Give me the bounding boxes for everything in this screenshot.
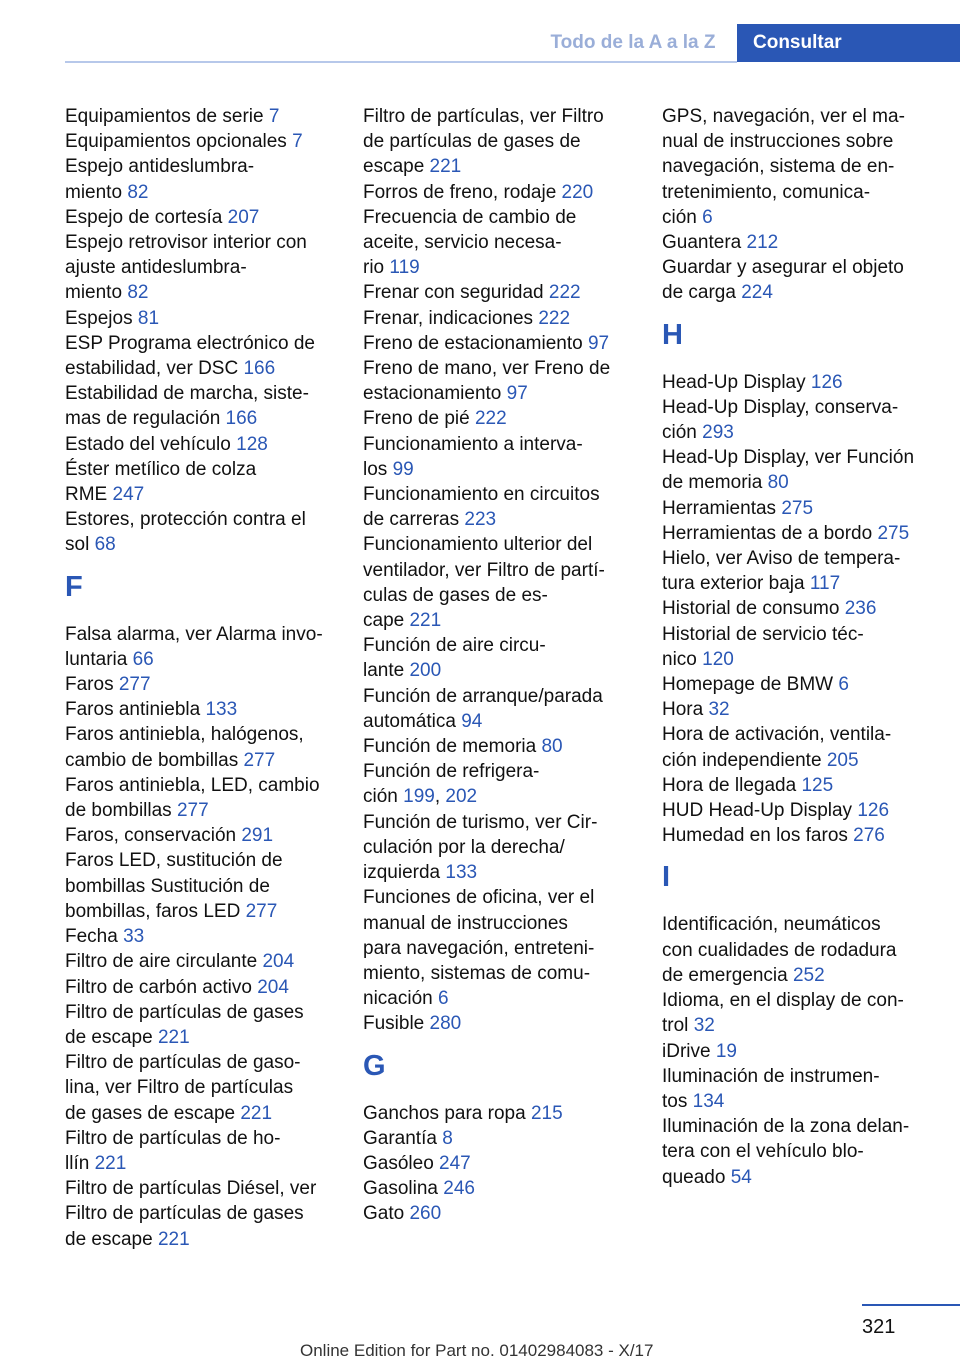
page-reference-link[interactable]: 133 bbox=[445, 862, 478, 884]
index-entry bbox=[65, 1000, 345, 1050]
index-entry-line: Forros de freno, rodaje 220 bbox=[363, 181, 594, 203]
page-header bbox=[0, 0, 960, 62]
index-entry-line: Historial de servicio téc- bbox=[662, 623, 864, 645]
page-reference-link[interactable]: 221 bbox=[157, 1228, 190, 1250]
page-reference-link[interactable]: 199 bbox=[403, 786, 435, 808]
index-entry-line: bombillas, faros LED 277 bbox=[65, 900, 278, 922]
page-reference-link[interactable]: 224 bbox=[741, 282, 773, 304]
page-number: 321 bbox=[862, 1316, 896, 1338]
page-reference-link[interactable]: 166 bbox=[225, 408, 258, 430]
page-reference-link[interactable]: 133 bbox=[205, 699, 238, 721]
page-reference-link[interactable]: 222 bbox=[548, 282, 581, 304]
page-reference-link[interactable]: 200 bbox=[409, 660, 442, 682]
index-entry bbox=[65, 432, 345, 457]
page-reference-link[interactable]: 221 bbox=[94, 1152, 127, 1174]
index-entry-line: ción independiente 205 bbox=[662, 749, 859, 771]
index-entry bbox=[363, 1201, 643, 1226]
page-reference-link[interactable]: 247 bbox=[439, 1152, 471, 1174]
index-entry bbox=[662, 255, 942, 305]
index-entry-line: Funciones de oficina, ver el bbox=[363, 887, 595, 909]
page-reference-link[interactable]: 221 bbox=[157, 1026, 190, 1048]
index-entry-line: Head-Up Display, conserva- bbox=[662, 396, 899, 418]
index-entry bbox=[363, 306, 643, 331]
index-entry-line: Espejo de cortesía 207 bbox=[65, 206, 260, 228]
index-entry-line: estabilidad, ver DSC 166 bbox=[65, 358, 276, 380]
index-entry-line: Garantía 8 bbox=[363, 1127, 453, 1149]
index-entry-line: aceite, servicio necesa- bbox=[363, 232, 562, 254]
index-entry-line: tura exterior baja 117 bbox=[662, 573, 841, 595]
index-entry-line: manual de instrucciones bbox=[363, 912, 568, 934]
index-entry bbox=[363, 633, 643, 683]
index-entry-line: Guardar y asegurar el objeto bbox=[662, 257, 904, 279]
index-entry-line: Función de aire circu- bbox=[363, 635, 546, 657]
index-entry-line: Faros LED, sustitución de bbox=[65, 850, 283, 872]
index-entry bbox=[363, 684, 643, 734]
index-entry bbox=[363, 356, 643, 406]
index-entry-line: Freno de mano, ver Freno de bbox=[363, 358, 611, 380]
index-entry-line: cape 221 bbox=[363, 610, 442, 632]
page-reference-link[interactable]: 68 bbox=[94, 534, 116, 556]
index-entry-line: miento 82 bbox=[65, 181, 149, 203]
page-reference-link[interactable]: 94 bbox=[461, 710, 483, 732]
index-entry-line: Gasóleo 247 bbox=[363, 1152, 471, 1174]
index-entry-line: Filtro de partículas de gaso- bbox=[65, 1052, 301, 1074]
index-entry-line: cambio de bombillas 277 bbox=[65, 749, 276, 771]
index-entry-line: Humedad en los faros 276 bbox=[662, 825, 885, 847]
page-reference-link[interactable]: 82 bbox=[127, 282, 149, 304]
index-entry bbox=[65, 848, 345, 924]
index-entry-line: Función de memoria 80 bbox=[363, 736, 563, 758]
section-letter: F bbox=[65, 570, 83, 603]
index-entry bbox=[65, 697, 345, 722]
index-entry-line: Estado del vehículo 128 bbox=[65, 433, 268, 455]
page-reference-link[interactable]: 19 bbox=[715, 1040, 737, 1062]
index-entry-line: Filtro de partículas, ver Filtro bbox=[363, 106, 604, 127]
index-entry-line: para navegación, entreteni- bbox=[363, 937, 595, 959]
index-entry-line: Hora de activación, ventila- bbox=[662, 724, 892, 746]
index-entry-line: Funcionamiento en circuitos bbox=[363, 484, 600, 506]
section-letter: G bbox=[363, 1049, 386, 1082]
page-reference-link[interactable]: 275 bbox=[877, 522, 910, 544]
index-entry-line: Frecuencia de cambio de bbox=[363, 206, 577, 228]
section-letter: I bbox=[662, 861, 671, 894]
page-reference-link[interactable]: 291 bbox=[241, 825, 274, 847]
index-entry-line: Freno de estacionamiento 97 bbox=[363, 332, 610, 354]
index-entry-line: con cualidades de rodadura bbox=[662, 939, 897, 961]
page-reference-link[interactable]: 82 bbox=[127, 181, 149, 203]
index-entry-line: de carga 224 bbox=[662, 282, 773, 304]
page-reference-link[interactable]: 125 bbox=[801, 774, 834, 796]
index-entry bbox=[65, 722, 345, 772]
index-entry-line: Funcionamiento a interva- bbox=[363, 433, 583, 455]
index-entry bbox=[65, 622, 345, 672]
index-entry-line: Éster metílico de colza bbox=[65, 458, 257, 480]
index-entry-line: lina, ver Filtro de partículas bbox=[65, 1077, 294, 1099]
page-reference-link[interactable]: 212 bbox=[746, 232, 779, 254]
index-entry-line: Gato 260 bbox=[363, 1203, 442, 1225]
page-reference-link[interactable]: 215 bbox=[530, 1102, 563, 1124]
page-reference-link[interactable]: 222 bbox=[474, 408, 507, 430]
page-reference-link[interactable]: 97 bbox=[587, 332, 610, 354]
index-entry-line: Iluminación de la zona delan- bbox=[662, 1116, 910, 1138]
index-entry-line: escape 221 bbox=[363, 156, 462, 178]
page-reference-link[interactable]: 220 bbox=[561, 181, 594, 203]
index-entry-line: lante 200 bbox=[363, 660, 442, 682]
index-entry-line: los 99 bbox=[363, 458, 414, 480]
index-entry-line: estacionamiento 97 bbox=[363, 383, 528, 405]
index-entry bbox=[363, 1101, 643, 1126]
index-entry bbox=[662, 370, 942, 395]
index-entry-line: nual de instrucciones sobre bbox=[662, 131, 894, 153]
index-entry bbox=[363, 180, 643, 205]
index-entry-line: Guantera 212 bbox=[662, 232, 779, 254]
index-entry bbox=[662, 230, 942, 255]
page-reference-link[interactable]: 7 bbox=[268, 106, 280, 127]
index-entry-line: luntaria 66 bbox=[65, 648, 154, 670]
page-reference-link[interactable]: 33 bbox=[123, 926, 145, 948]
index-entry-line: Espejo antideslumbra- bbox=[65, 156, 255, 178]
index-entry bbox=[65, 381, 345, 431]
index-entry-line: nico 120 bbox=[662, 648, 734, 670]
index-entry-line: Iluminación de instrumen- bbox=[662, 1065, 880, 1087]
section-letter: H bbox=[662, 318, 683, 351]
index-entry-line: Filtro de partículas de ho- bbox=[65, 1127, 281, 1149]
page-reference-link[interactable]: 6 bbox=[838, 674, 849, 696]
index-entry-line: Freno de pié 222 bbox=[363, 408, 507, 430]
index-entry-line: Idioma, en el display de con- bbox=[662, 990, 904, 1012]
page-reference-link[interactable]: 32 bbox=[708, 699, 730, 721]
index-entry-line: nicación 6 bbox=[363, 988, 449, 1010]
index-entry-line: miento 82 bbox=[65, 282, 149, 304]
page-reference-link[interactable]: 222 bbox=[538, 307, 571, 329]
index-entry-line: Faros antiniebla 133 bbox=[65, 699, 238, 721]
page-reference-link[interactable]: 80 bbox=[767, 472, 789, 494]
index-entry-line: Funcionamiento ulterior del bbox=[363, 534, 593, 556]
page-reference-link[interactable]: 276 bbox=[853, 825, 885, 847]
index-entry-line: Función de refrigera- bbox=[363, 761, 540, 783]
page-reference-link[interactable]: 8 bbox=[442, 1127, 453, 1149]
page-reference-link[interactable]: 126 bbox=[857, 800, 890, 822]
index-entry-line: miento, sistemas de comu- bbox=[363, 962, 591, 984]
index-entry-line: Hora 32 bbox=[662, 699, 730, 721]
page-reference-link[interactable]: 221 bbox=[240, 1102, 273, 1124]
index-entry-line: Espejos 81 bbox=[65, 307, 160, 329]
page-reference-link[interactable]: 280 bbox=[429, 1013, 462, 1035]
index-entry bbox=[662, 672, 942, 697]
index-entry-line: ción 199, 202 bbox=[363, 786, 478, 808]
index-entry bbox=[662, 395, 942, 445]
page-reference-link[interactable]: 207 bbox=[227, 206, 260, 228]
page-reference-link[interactable]: 80 bbox=[541, 736, 563, 758]
page-reference-link[interactable]: 247 bbox=[112, 484, 145, 506]
index-entry bbox=[662, 521, 942, 546]
page-reference-link[interactable]: 6 bbox=[438, 988, 449, 1010]
index-entry-line: Falsa alarma, ver Alarma invo- bbox=[65, 623, 323, 645]
page-reference-link[interactable]: 54 bbox=[730, 1166, 752, 1188]
index-entry bbox=[662, 823, 942, 848]
index-entry-line: Head-Up Display 126 bbox=[662, 371, 843, 393]
index-entry bbox=[65, 205, 345, 230]
page-reference-link[interactable]: 277 bbox=[118, 674, 151, 696]
index-entry bbox=[662, 1064, 942, 1114]
index-column-3 bbox=[662, 104, 942, 1190]
index-entry bbox=[65, 924, 345, 949]
chapter-tab: Consultar bbox=[737, 24, 960, 62]
index-entry-line: de memoria 80 bbox=[662, 472, 789, 494]
page-reference-link[interactable]: 293 bbox=[702, 422, 734, 444]
index-entry-line: de gases de escape 221 bbox=[65, 1102, 273, 1124]
index-entry bbox=[65, 672, 345, 697]
page-reference-link[interactable]: 277 bbox=[243, 749, 276, 771]
index-entry-line: Función de turismo, ver Cir- bbox=[363, 811, 598, 833]
index-entry bbox=[662, 988, 942, 1038]
index-entry bbox=[363, 104, 643, 180]
index-entry-line: trol 32 bbox=[662, 1015, 715, 1037]
index-entry-line: Equipamientos opcionales 7 bbox=[65, 131, 303, 153]
page-reference-link[interactable]: 260 bbox=[409, 1203, 442, 1225]
index-entry-line: de emergencia 252 bbox=[662, 964, 825, 986]
index-entry-line: Filtro de partículas Diésel, ver bbox=[65, 1178, 317, 1200]
index-entry-line: ESP Programa electrónico de bbox=[65, 332, 315, 354]
index-entry bbox=[65, 1050, 345, 1126]
index-entry-line: ajuste antideslumbra- bbox=[65, 257, 247, 279]
index-entry-line: automática 94 bbox=[363, 710, 483, 732]
index-entry bbox=[363, 1151, 643, 1176]
page-reference-link[interactable]: 277 bbox=[176, 800, 209, 822]
page-reference-link[interactable]: 134 bbox=[692, 1090, 725, 1112]
index-entry-line: Homepage de BMW 6 bbox=[662, 674, 849, 696]
index-entry-line: Estabilidad de marcha, siste- bbox=[65, 383, 309, 405]
index-entry-line: culas de gases de es- bbox=[363, 584, 548, 606]
index-entry bbox=[65, 773, 345, 823]
index-entry-line: sol 68 bbox=[65, 534, 116, 556]
index-entry-line: izquierda 133 bbox=[363, 862, 478, 884]
index-entry bbox=[363, 1126, 643, 1151]
index-entry-line: Filtro de aire circulante 204 bbox=[65, 951, 295, 973]
index-entry bbox=[662, 773, 942, 798]
index-entry-line: ción 6 bbox=[662, 206, 713, 228]
index-entry bbox=[65, 457, 345, 507]
index-entry bbox=[662, 104, 942, 230]
page-reference-link[interactable]: 223 bbox=[464, 509, 497, 531]
page-reference-link[interactable]: 120 bbox=[702, 648, 734, 670]
index-entry-line: Fecha 33 bbox=[65, 926, 145, 948]
index-entry-line: Estores, protección contra el bbox=[65, 509, 306, 531]
page-reference-link[interactable]: 97 bbox=[506, 383, 528, 405]
page-reference-link[interactable]: 119 bbox=[389, 257, 420, 279]
index-entry bbox=[65, 230, 345, 306]
page-reference-link[interactable]: 236 bbox=[844, 598, 877, 620]
index-entry-line: Identificación, neumáticos bbox=[662, 914, 881, 936]
index-entry bbox=[65, 1126, 345, 1176]
index-entry-line: Faros 277 bbox=[65, 674, 151, 696]
page-reference-link[interactable]: 252 bbox=[792, 964, 825, 986]
index-entry-line: Herramientas 275 bbox=[662, 497, 814, 519]
index-entry bbox=[65, 507, 345, 557]
index-entry bbox=[662, 722, 942, 772]
index-entry-line: Filtro de partículas de gases bbox=[65, 1203, 304, 1225]
index-entry-line: tos 134 bbox=[662, 1090, 725, 1112]
index-entry-line: RME 247 bbox=[65, 484, 145, 506]
index-entry bbox=[65, 823, 345, 848]
index-entry-line: llín 221 bbox=[65, 1152, 127, 1174]
page-reference-link[interactable]: 202 bbox=[445, 786, 478, 808]
index-entry-line: Filtro de carbón activo 204 bbox=[65, 976, 289, 998]
index-entry-line: de escape 221 bbox=[65, 1026, 190, 1048]
index-entry bbox=[662, 496, 942, 521]
index-entry-line: Faros, conservación 291 bbox=[65, 825, 274, 847]
index-entry bbox=[662, 697, 942, 722]
page-reference-link[interactable]: 204 bbox=[262, 951, 295, 973]
index-entry-line: Faros antiniebla, LED, cambio bbox=[65, 774, 320, 796]
index-entry-line: Herramientas de a bordo 275 bbox=[662, 522, 910, 544]
index-entry-line: queado 54 bbox=[662, 1166, 752, 1188]
index-entry-line: Historial de consumo 236 bbox=[662, 598, 877, 620]
index-entry-line: Espejo retrovisor interior con bbox=[65, 232, 307, 254]
page-reference-link[interactable]: 221 bbox=[429, 156, 462, 178]
index-entry bbox=[662, 798, 942, 823]
index-entry-line: mas de regulación 166 bbox=[65, 408, 258, 430]
index-entry bbox=[662, 546, 942, 596]
index-entry bbox=[363, 885, 643, 1011]
index-entry-line: Función de arranque/parada bbox=[363, 685, 603, 707]
index-entry bbox=[65, 154, 345, 204]
header-rule bbox=[65, 61, 737, 63]
index-entry-line: de bombillas 277 bbox=[65, 800, 209, 822]
index-entry bbox=[363, 280, 643, 305]
index-entry bbox=[363, 432, 643, 482]
index-entry bbox=[65, 104, 345, 129]
page-reference-link[interactable]: 99 bbox=[392, 458, 414, 480]
index-entry bbox=[363, 482, 643, 532]
index-column-1 bbox=[65, 104, 345, 1252]
index-entry-line: Frenar, indicaciones 222 bbox=[363, 307, 571, 329]
index-entry-line: Head-Up Display, ver Función bbox=[662, 447, 915, 469]
index-entry-line: ventilador, ver Filtro de partí- bbox=[363, 559, 605, 581]
index-entry bbox=[65, 129, 345, 154]
index-entry-line: tretenimiento, comunica- bbox=[662, 181, 871, 203]
index-entry bbox=[363, 1176, 643, 1201]
page-reference-link[interactable]: 32 bbox=[693, 1015, 715, 1037]
index-entry bbox=[363, 532, 643, 633]
index-entry-line: HUD Head-Up Display 126 bbox=[662, 800, 890, 822]
page-reference-link[interactable]: 166 bbox=[243, 358, 276, 380]
index-entry-line: Gasolina 246 bbox=[363, 1178, 475, 1200]
index-entry-line: Hora de llegada 125 bbox=[662, 774, 834, 796]
index-entry-line: de partículas de gases de bbox=[363, 131, 581, 153]
index-entry bbox=[363, 331, 643, 356]
index-entry-line: Fusible 280 bbox=[363, 1013, 462, 1035]
index-entry bbox=[65, 331, 345, 381]
index-entry bbox=[363, 406, 643, 431]
edition-footer: Online Edition for Part no. 01402984083 - X/17 bbox=[300, 1341, 654, 1360]
index-entry-line: Hielo, ver Aviso de tempera- bbox=[662, 548, 901, 570]
index-entry-line: ción 293 bbox=[662, 422, 734, 444]
page-reference-link[interactable]: 7 bbox=[292, 131, 303, 153]
index-entry bbox=[363, 810, 643, 886]
page-reference-link[interactable]: 6 bbox=[702, 206, 713, 228]
index-entry-line: Frenar con seguridad 222 bbox=[363, 282, 581, 304]
index-entry bbox=[662, 912, 942, 988]
index-entry-line: Ganchos para ropa 215 bbox=[363, 1102, 563, 1124]
page-reference-link[interactable]: 277 bbox=[245, 900, 278, 922]
index-entry-line: tera con el vehículo blo- bbox=[662, 1141, 864, 1163]
index-entry bbox=[65, 975, 345, 1000]
section-title: Todo de la A a la Z bbox=[550, 32, 716, 53]
index-entry bbox=[363, 759, 643, 809]
page-reference-link[interactable]: 117 bbox=[809, 573, 841, 595]
page-reference-link[interactable]: 126 bbox=[810, 371, 843, 393]
page-reference-link[interactable]: 246 bbox=[443, 1178, 475, 1200]
page-reference-link[interactable]: 66 bbox=[132, 648, 154, 670]
index-entry-line: navegación, sistema de en- bbox=[662, 156, 895, 178]
index-entry bbox=[363, 734, 643, 759]
index-entry-line: iDrive 19 bbox=[662, 1040, 737, 1062]
index-entry-line: Filtro de partículas de gases bbox=[65, 1001, 304, 1023]
footer-rule bbox=[862, 1304, 960, 1306]
index-entry bbox=[662, 1039, 942, 1064]
page-reference-link[interactable]: 275 bbox=[781, 497, 814, 519]
index-entry bbox=[363, 1011, 643, 1036]
index-entry-line: de escape 221 bbox=[65, 1228, 190, 1250]
page-reference-link[interactable]: 128 bbox=[236, 433, 268, 455]
index-entry bbox=[662, 445, 942, 495]
page-reference-link[interactable]: 221 bbox=[409, 610, 442, 632]
index-entry-line: rio 119 bbox=[363, 257, 420, 279]
index-entry bbox=[662, 596, 942, 621]
index-entry bbox=[662, 622, 942, 672]
page-reference-link[interactable]: 205 bbox=[826, 749, 859, 771]
page-reference-link[interactable]: 204 bbox=[257, 976, 289, 998]
index-entry-line: bombillas Sustitución de bbox=[65, 875, 270, 897]
index-entry-line: culación por la derecha/ bbox=[363, 836, 565, 858]
index-entry bbox=[65, 949, 345, 974]
index-entry bbox=[65, 306, 345, 331]
index-entry-line: GPS, navegación, ver el ma- bbox=[662, 106, 905, 127]
page-reference-link[interactable]: 81 bbox=[137, 307, 160, 329]
index-entry bbox=[662, 1114, 942, 1190]
index-column-2 bbox=[363, 104, 643, 1227]
index-entry-line: de carreras 223 bbox=[363, 509, 497, 531]
index-entry bbox=[65, 1176, 345, 1252]
index-entry-line: Equipamientos de serie 7 bbox=[65, 106, 280, 127]
index-entry-line: Faros antiniebla, halógenos, bbox=[65, 724, 304, 746]
index-entry bbox=[363, 205, 643, 281]
